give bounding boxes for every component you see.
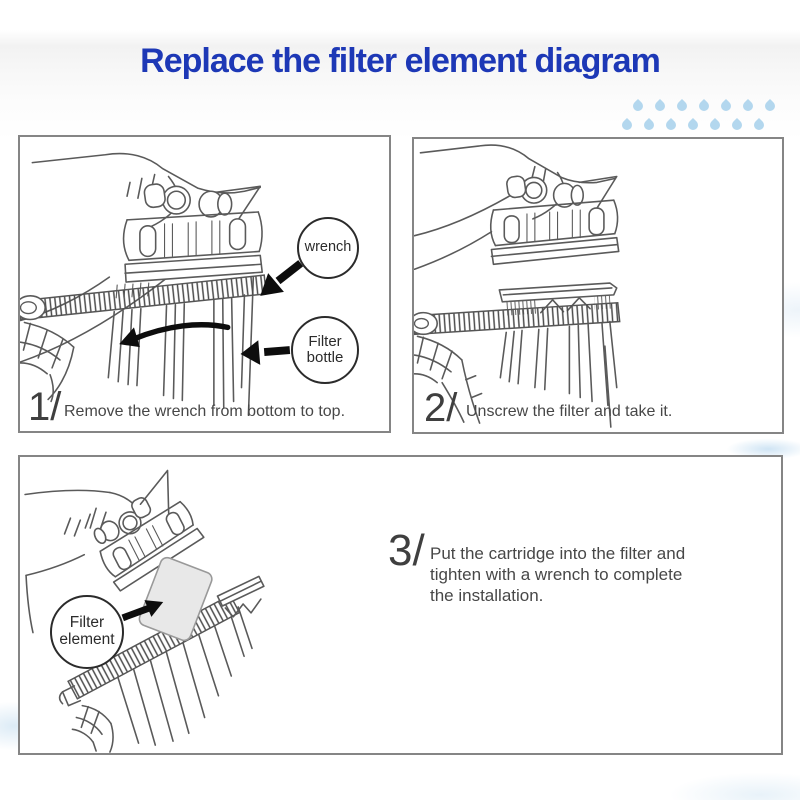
strap-wrench-band (20, 275, 266, 319)
step-3-panel (18, 455, 783, 755)
step-3-caption-line-2: tighten with a wrench to complete (430, 565, 683, 584)
label-wrench-text: wrench (304, 239, 352, 256)
water-drop-icon (686, 118, 700, 132)
water-drop-icon (708, 118, 722, 132)
water-drop-icon (719, 99, 733, 113)
step-2-number: 2/ (424, 386, 458, 430)
droplet-row-bottom (616, 117, 770, 135)
droplet-row-top (627, 98, 781, 116)
water-drop-icon (730, 118, 744, 132)
gripping-hand-cuff (60, 686, 113, 752)
step-3-caption-line-3: the installation. (430, 586, 544, 605)
water-drop-icon (620, 118, 634, 132)
page-title: Replace the filter element diagram (140, 42, 660, 80)
step-3-caption (430, 543, 760, 606)
label-filter-bottle (291, 316, 359, 384)
label-filter-element (50, 595, 124, 669)
wrench-pointer-arrow (260, 263, 300, 296)
filter-bottle-pointer-arrow (241, 340, 290, 365)
step-2-panel (412, 137, 784, 434)
step-1-illustration (20, 137, 389, 431)
water-drop-icon (642, 118, 656, 132)
step-2-illustration (414, 139, 782, 432)
water-drop-icon (675, 99, 689, 113)
label-filter-bottle-text: Filter bottle (306, 332, 344, 366)
water-drop-icon (752, 118, 766, 132)
step-2-caption: Unscrew the filter and take it. (466, 403, 673, 420)
step-3-caption-line-1: Put the cartridge into the filter and (430, 544, 686, 563)
water-drop-icon (763, 99, 777, 113)
step-3-number: 3/ (388, 526, 425, 575)
water-drop-icon (741, 99, 755, 113)
water-drop-icon (697, 99, 711, 113)
label-wrench (297, 217, 359, 279)
filter-head-sketch (124, 183, 263, 282)
step-1-panel (18, 135, 391, 433)
label-filter-element-text: Filter element (59, 614, 115, 648)
water-drop-icon (664, 118, 678, 132)
filter-head-sketch (491, 175, 619, 264)
water-drop-icon (631, 99, 645, 113)
step-1-number: 1/ (28, 385, 62, 429)
water-drop-icon (653, 99, 667, 113)
rotation-arrow (119, 325, 228, 347)
step-1-caption: Remove the wrench from bottom to top. (64, 403, 346, 420)
